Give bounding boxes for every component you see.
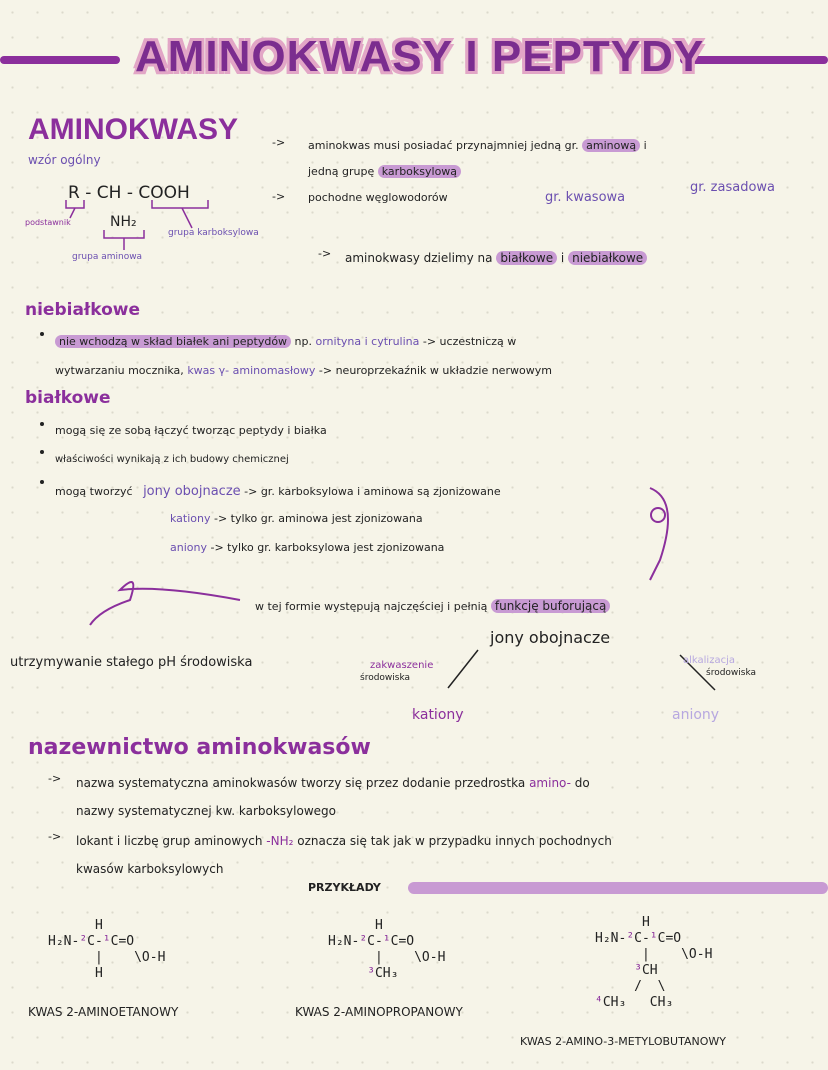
examples-label: PRZYKŁADY [308,881,381,894]
note-text: aminokwas musi posiadać przynajmniej jedną gr. [308,139,579,152]
note-text: wytwarzaniu mocznika, [55,364,184,377]
diagram-label: zakwaszenie [370,660,434,671]
arrow: -> [272,190,286,203]
note-text: i [643,139,647,152]
note-text: jony obojnacze [143,484,241,499]
label-base: gr. zasadowa [690,180,776,195]
note-text: jedną grupę [308,165,375,178]
note-text: -> tylko gr. karboksylowa jest zjonizowana [210,541,445,554]
formula-nh2: NH₂ [110,214,137,230]
arrow: -> [272,136,286,149]
note-text: pochodne węglowodorów [308,191,448,204]
note-text: -> uczestniczą w [422,335,517,348]
bullet-text: mogą się ze sobą łączyć tworząc peptydy i białka [55,424,327,437]
curved-arrow [650,488,668,580]
note-text: utrzymywanie stałego pH środowiska [10,655,253,670]
highlight: niebiałkowe [568,251,647,265]
note-text: amino- [529,776,571,790]
highlight: aminową [582,139,640,152]
molecule-glycine: H H₂N-²C-¹C=O | \O-H H [48,918,166,981]
section-heading-nazewnictwo: nazewnictwo aminokwasów [28,735,371,760]
diagram-root: jony obojnacze [490,628,611,647]
diagram-label: alkalizacja [683,655,735,666]
note-text: i [560,251,565,265]
example-name: KWAS 2-AMINOETANOWY [28,1005,179,1019]
note-text: lokant i liczbę grup aminowych [76,834,263,848]
arrow: -> [48,830,62,843]
label-acid: gr. kwasowa [545,190,626,205]
note-text: aminokwasy dzielimy na [345,251,493,265]
highlight: nie wchodzą w skład białek ani peptydów [55,335,291,348]
bullet-text: właściwości wynikają z ich budowy chemicznej [55,454,289,465]
examples-bar [408,882,828,894]
note-text: -> neuroprzekaźnik w układzie nerwowym [318,364,552,377]
note-text: np. [294,335,312,348]
note-text: -NH₂ [266,834,294,848]
note-text: oznacza się tak jak w przypadku innych pochodnych [297,834,612,848]
note-text: w tej formie występują najczęściej i pełnią [255,600,488,613]
note-text: nazwa systematyczna aminokwasów tworzy się przez dodanie przedrostka [76,776,526,790]
label-amino: grupa aminowa [72,252,143,262]
note-text: aniony [170,541,207,554]
label-carboxyl: grupa karboksylowa [168,228,259,238]
diagram-label: środowiska [360,673,411,683]
example-name: KWAS 2-AMINO-3-METYLOBUTANOWY [520,1035,726,1048]
page-title: AMINOKWASY I PEPTYDY [135,32,705,81]
diagram-label: środowiska [706,668,757,678]
note-text: kwasów karboksylowych [76,862,224,876]
arrow: -> [318,247,332,260]
note-text: kwas γ- aminomasłowy [187,364,316,377]
note-text: do [574,776,590,790]
example-name: KWAS 2-AMINOPROPANOWY [295,1005,463,1019]
molecule-valine: H H₂N-²C-¹C=O | \O-H ³CH / \ ⁴CH₃ CH₃ [595,915,713,1010]
note-text: ornityna i cytrulina [315,335,420,348]
molecule-alanine: H H₂N-²C-¹C=O | \O-H ³CH₃ [328,918,446,981]
section-heading-bialkowe: białkowe [25,388,111,408]
note-text: kationy [170,512,211,525]
note-text: nazwy systematycznej kw. karboksylowego [76,804,336,818]
note-text: -> tylko gr. aminowa jest zjonizowana [214,512,423,525]
label-substituent: podstawnik [25,218,71,227]
title-bar-left [0,56,120,64]
highlight: białkowe [496,251,557,265]
diagram-node-kationy: kationy [412,707,464,723]
section-heading-niebialkowe: niebiałkowe [25,300,140,320]
highlight: karboksylową [378,165,461,178]
section-heading-aminokwasy: AMINOKWASY [28,113,238,146]
diagram-node-aniony: aniony [672,707,720,723]
arrow: -> [48,772,62,785]
note-text: -> gr. karboksylowa i aminowa są zjonizowane [244,485,501,498]
note-text: mogą tworzyć [55,485,133,498]
highlight: funkcję buforującą [491,599,610,613]
formula-label: wzór ogólny [28,153,101,167]
curved-arrow-left [90,582,240,625]
general-formula: R - CH - COOH [68,183,190,203]
